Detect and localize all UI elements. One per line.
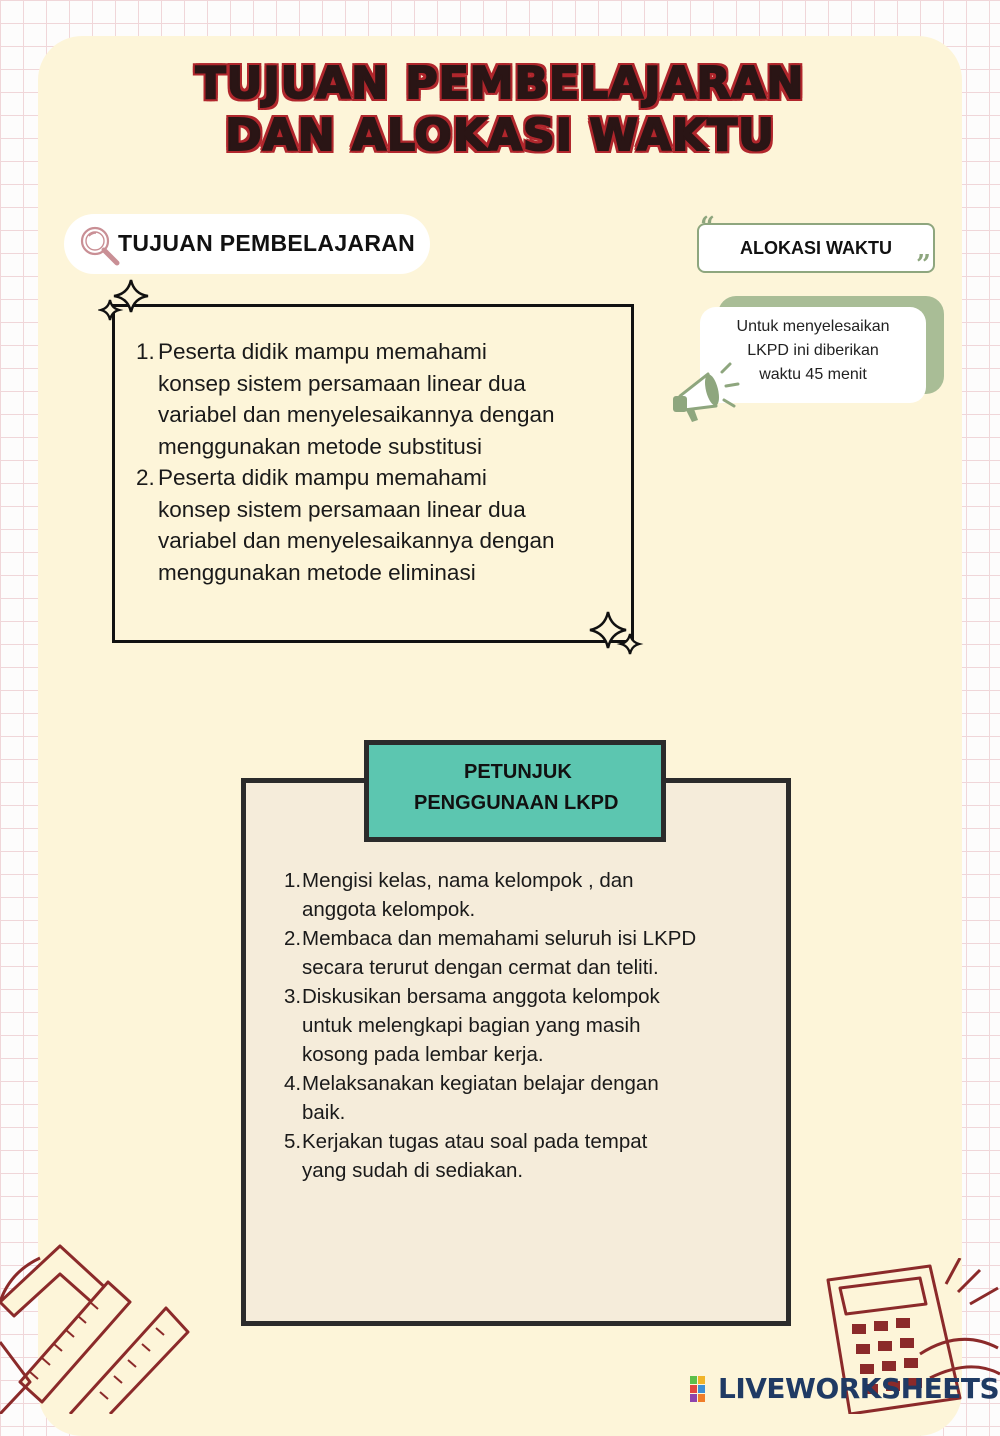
instructions-tab — [364, 740, 666, 842]
megaphone-icon — [668, 356, 744, 426]
instruction-item: 5. Kerjakan tugas atau soal pada tempat yang sudah di sediakan. — [284, 1130, 648, 1182]
time-bubble: Untuk menyelesaikan LKPD ini diberikan waktu 45 menit — [700, 307, 926, 403]
goal-item: 2. Peserta didik mampu memahami konsep sistem persamaan linear dua variabel dan menyelesaikannya dengan menggunakan metode eliminasi — [136, 465, 555, 585]
goal-item: 1. Peserta didik mampu memahami konsep sistem persamaan linear dua variabel dan menyelesaikannya dengan menggunakan metode substitusi — [136, 339, 555, 459]
time-heading: ALOKASI WAKTU — [697, 223, 935, 273]
instructions-list — [284, 866, 774, 1185]
goals-list — [136, 336, 626, 588]
page-title-line1: TUJUAN PEMBELAJARAN — [195, 58, 805, 109]
watermark — [690, 1372, 999, 1405]
liveworksheets-logo-icon — [690, 1376, 714, 1402]
instruction-item: 3. Diskusikan bersama anggota kelompok untuk melengkapi bagian yang masih kosong pada lembar kerja. — [284, 985, 660, 1066]
goals-heading: TUJUAN PEMBELAJARAN — [118, 230, 416, 256]
page-title-line2: DAN ALOKASI WAKTU — [225, 110, 775, 161]
sparkle-icon — [98, 276, 158, 326]
sparkle-icon — [584, 608, 646, 664]
instruction-item: 1. Mengisi kelas, nama kelompok , dan anggota kelompok. — [284, 869, 634, 921]
instructions-tab-line1: PETUNJUK — [464, 761, 572, 783]
goals-heading-pill — [64, 214, 430, 274]
magnifier-icon — [78, 224, 122, 272]
watermark-text: LIVEWORKSHEETS — [718, 1372, 1000, 1405]
ruler-protractor-icon — [0, 1232, 190, 1414]
page-title — [0, 58, 1000, 162]
close-quote-icon: ” — [916, 250, 931, 280]
instruction-item: 2. Membaca dan memahami seluruh isi LKPD secara terurut dengan cermat dan teliti. — [284, 927, 697, 979]
instructions-tab-line2: PENGGUNAAN LKPD — [414, 792, 619, 814]
instruction-item: 4. Melaksanakan kegiatan belajar dengan baik. — [284, 1072, 659, 1124]
